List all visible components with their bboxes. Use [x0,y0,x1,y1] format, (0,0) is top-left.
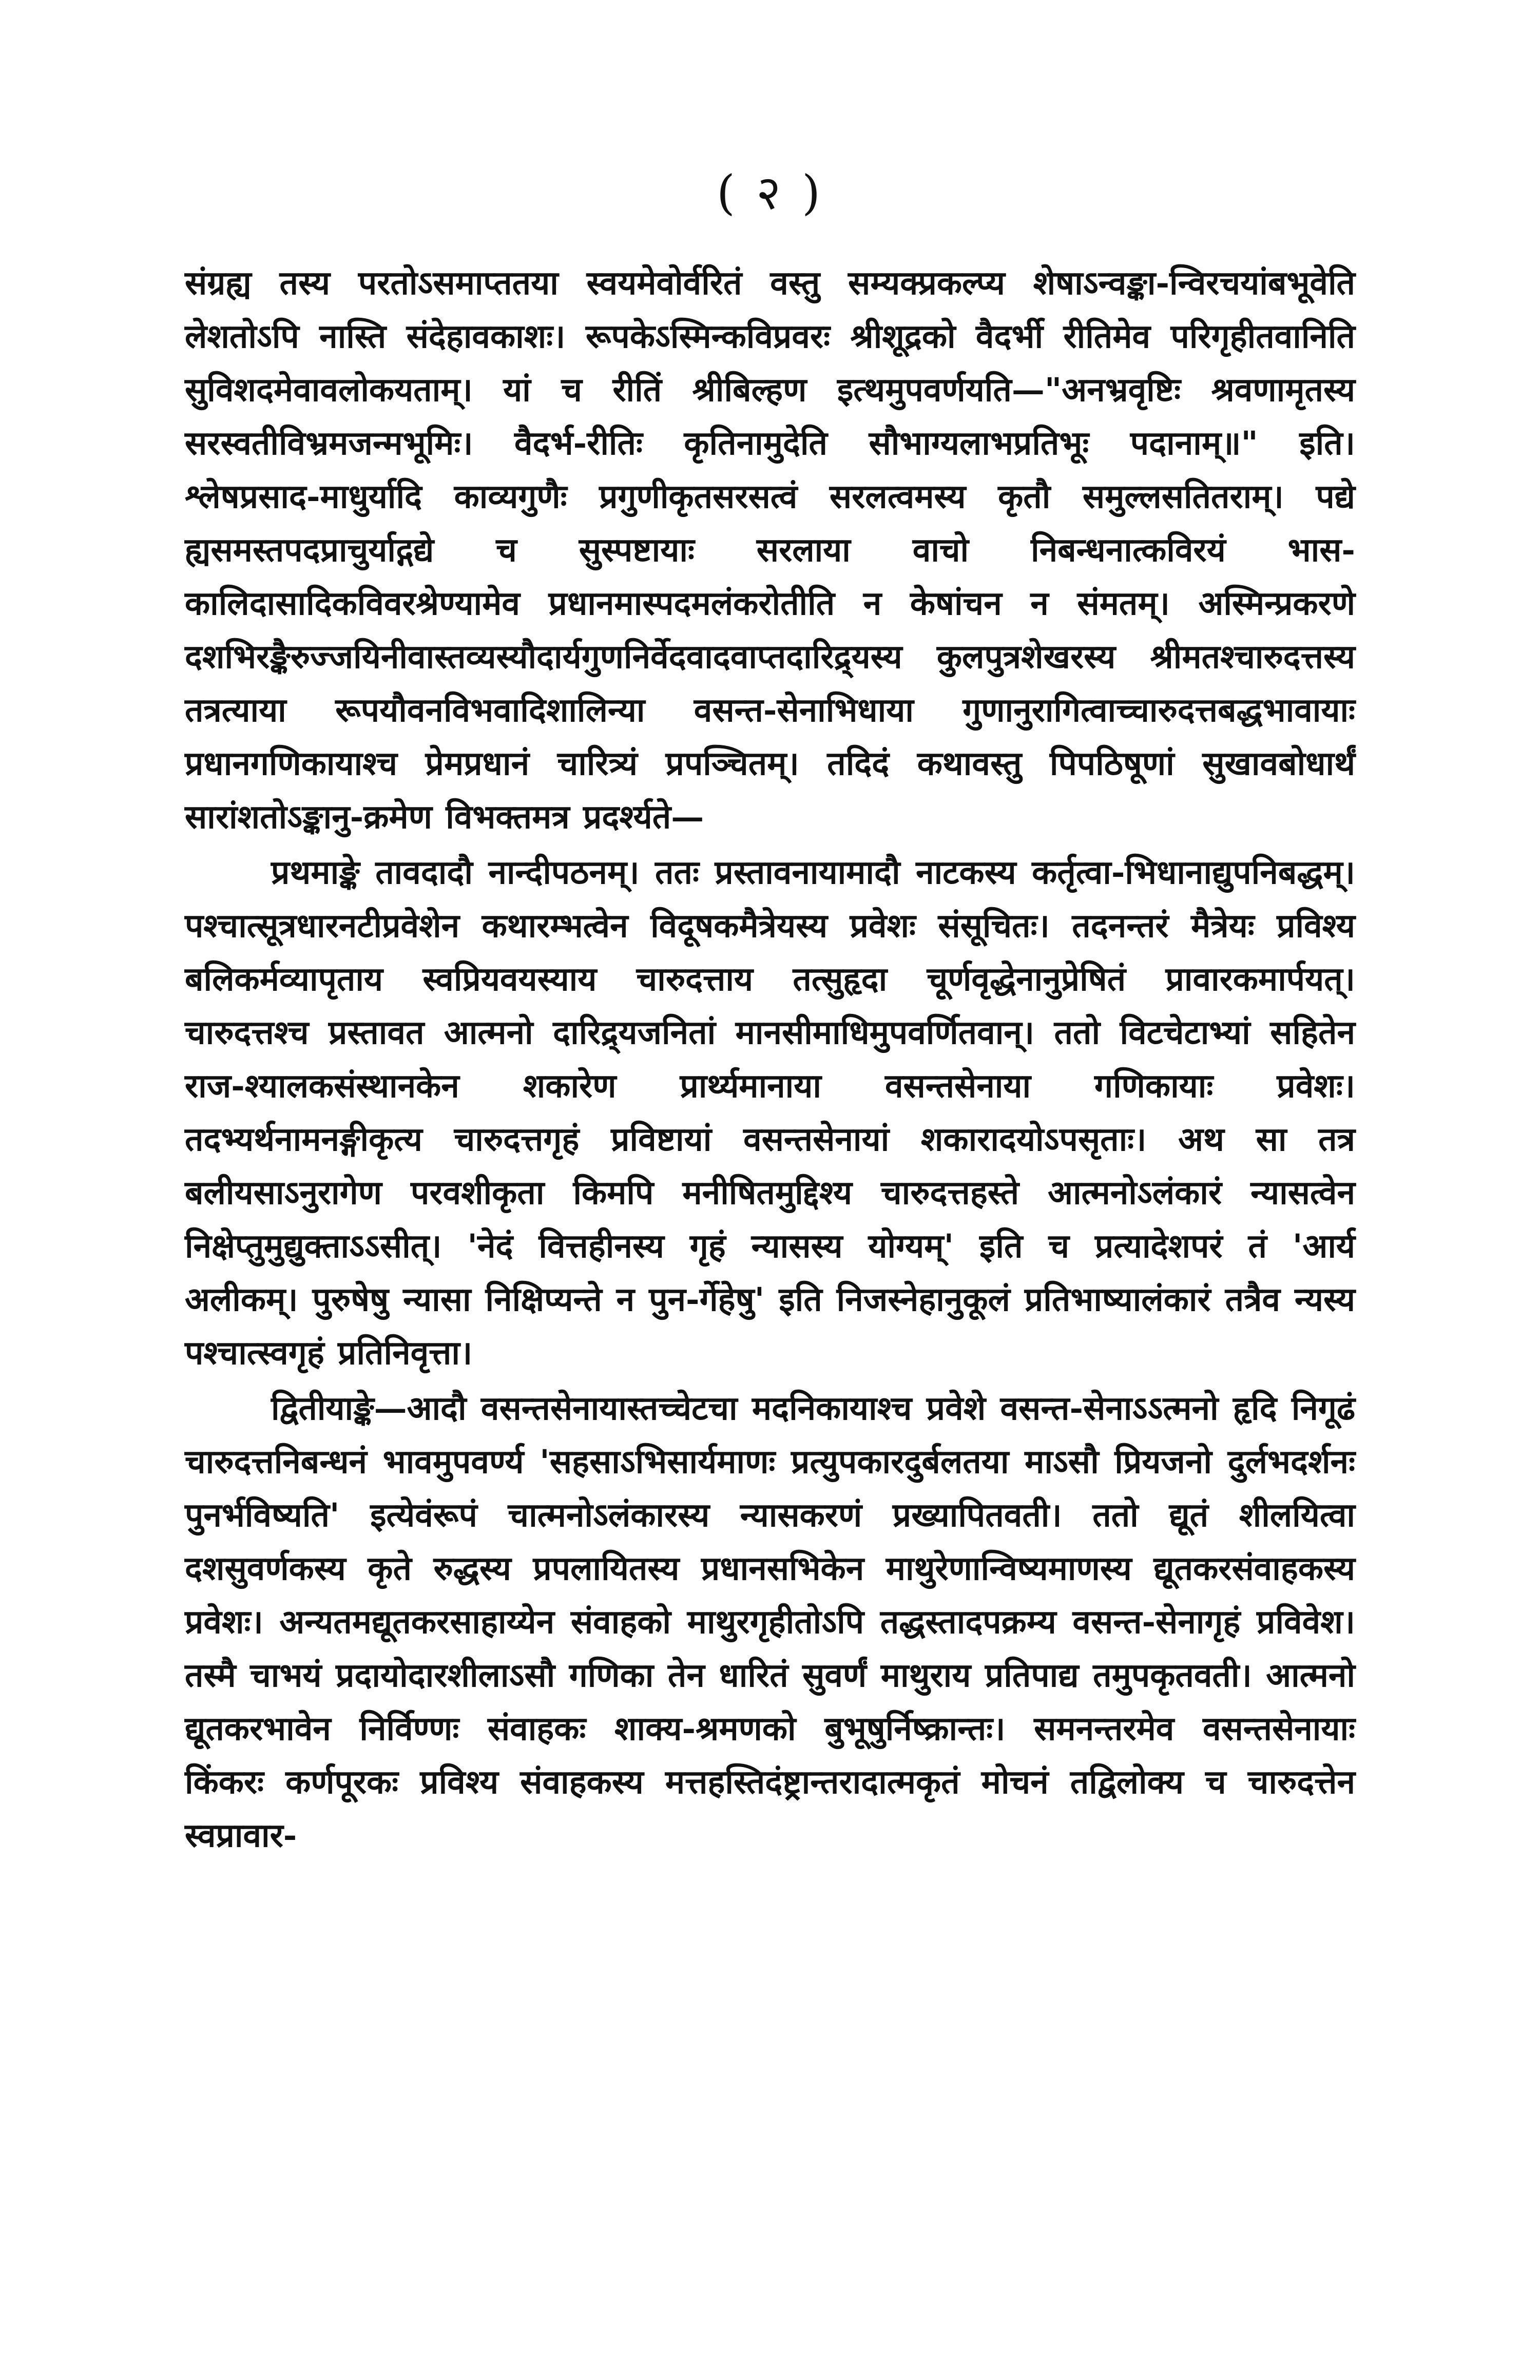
document-page [185,165,1355,2336]
paragraph-intro-text: संग्रह्य तस्य परतोऽसमाप्ततया स्वयमेवोर्वरितं वस्तु सम्यक्प्रकल्प्य शेषाऽन्वङ्का-न्विरचयांबभूवेति लेशतोऽपि नास्ति संदेहावकाशः। रूपकेऽस्मिन्कविप्रवरः श्रीशूद्रको वैदर्भी रीतिमेव परिगृहीतवानिति सुविशदमेवावलोकयताम्। यां च रीतिं श्रीबिल्हण इत्थमुपवर्णयति—"अनभ्रवृष्टिः श्रवणामृतस्य सरस्वतीविभ्रमजन्मभूमिः। वैदर्भ-रीतिः कृतिनामुदेति सौभाग्यलाभप्रतिभूः पदानाम्॥" इति। श्लेषप्रसाद-माधुर्यादि काव्यगुणैः प्रगुणीकृतसरसत्वं सरलत्वमस्य कृतौ समुल्लसतितराम्। पद्ये ह्यसमस्तपदप्राचुर्याद्गद्ये च सुस्पष्टायाः सरलाया वाचो निबन्धनात्कविरयं भास-कालिदासादिकविवरश्रेण्यामेव प्रधानमास्पदमलंकरोतीति न केषांचन न संमतम्। अस्मिन्प्रकरणे दशभिरङ्कैरुज्जयिनीवास्तव्यस्यौदार्यगुणनिर्वेदवादवाप्तदारिद्र्यस्य कुलपुत्रशेखरस्य श्रीमतश्चारुदत्तस्य तत्रत्याया रूपयौवनविभवादिशालिन्या वसन्त-सेनाभिधाया गुणानुरागित्वाच्चारुदत्तबद्धभावायाः प्रधानगणिकायाश्च प्रेमप्रधानं चारित्र्यं प्रपञ्चितम्। तदिदं कथावस्तु पिपठिषूणां सुखावबोधार्थं सारांशतोऽङ्कानु-क्रमेण विभक्तमत्र प्रदर्श्यते— [185,264,1355,836]
act-one-heading: प्रथमाङ्के [271,853,360,892]
act-two-text: —आदौ वसन्तसेनायास्तच्चेटचा मदनिकायाश्च प्रवेशे वसन्त-सेनाऽऽत्मनो हृदि निगूढं चारुदत्तनिबन्धनं भावमुपवर्ण्य 'सहसाऽभिसार्यमाणः प्रत्युपकारदुर्बलतया माऽसौ प्रियजनो दुर्लभदर्शनः पुनर्भविष्यति' इत्येवंरूपं चात्मनोऽलंकारस्य न्यासकरणं प्रख्यापितवती। ततो द्यूतं शीलयित्वा दशसुवर्णकस्य कृते रुद्धस्य प्रपलायितस्य प्रधानसभिकेन माथुरेणान्विष्यमाणस्य द्यूतकरसंवाहकस्य प्रवेशः। अन्यतमद्यूतकरसाहाय्येन संवाहको माथुरगृहीतोऽपि तद्धस्तादपक्रम्य वसन्त-सेनागृहं प्रविवेश। तस्मै चाभयं प्रदायोदारशीलाऽसौ गणिका तेन धारितं सुवर्णं माथुराय प्रतिपाद्य तमुपकृतवती। आत्मनो द्यूतकरभावेन निर्विण्णः संवाहकः शाक्य-श्रमणको बुभूषुर्निष्क्रान्तः। समनन्तरमेव वसन्तसेनायाः किंकरः कर्णपूरकः प्रविश्य संवाहकस्य मत्तहस्तिदंष्ट्रान्तरादात्मकृतं मोचनं तद्विलोक्य च चारुदत्तेन स्वप्रावार- [185,1389,1355,1855]
page-number: ( २ ) [716,165,824,220]
act-one-text: तावदादौ नान्दीपठनम्। ततः प्रस्तावनायामादौ नाटकस्य कर्तृत्वा-भिधानाद्युपनिबद्धम्। पश्चात्सूत्रधारनटीप्रवेशेन कथारम्भत्वेन विदूषकमैत्रेयस्य प्रवेशः संसूचितः। तदनन्तरं मैत्रेयः प्रविश्य बलिकर्मव्यापृताय स्वप्रियवयस्याय चारुदत्ताय तत्सुहृदा चूर्णवृद्धेनानुप्रेषितं प्रावारकमार्पयत्। चारुदत्तश्च प्रस्तावत आत्मनो दारिद्र्यजनितां मानसीमाधिमुपवर्णितवान्। ततो विटचेटाभ्यां सहितेन राज-श्यालकसंस्थानकेन शकारेण प्रार्थ्यमानाया वसन्तसेनाया गणिकायाः प्रवेशः। तदभ्यर्थनामनङ्गीकृत्य चारुदत्तगृहं प्रविष्टायां वसन्तसेनायां शकारादयोऽपसृताः। अथ सा तत्र बलीयसाऽनुरागेण परवशीकृता किमपि मनीषितमुद्दिश्य चारुदत्तहस्ते आत्मनोऽलंकारं न्यासत्वेन निक्षेप्तुमुद्युक्ताऽऽसीत्। 'नेदं वित्तहीनस्य गृहं न्यासस्य योग्यम्' इति च प्रत्यादेशपरं तं 'आर्य अलीकम्। पुरुषेषु न्यासा निक्षिप्यन्ते न पुन-र्गेहेषु' इति निजस्नेहानुकूलं प्रतिभाष्यालंकारं तत्रैव न्यस्य पश्चात्स्वगृहं प्रतिनिवृत्ता। [185,853,1355,1372]
paragraph-act-two [185,1382,1355,1863]
paragraph-act-one [185,846,1355,1380]
paragraph-intro [185,257,1355,844]
act-two-heading: द्वितीयाङ्के [271,1389,374,1428]
